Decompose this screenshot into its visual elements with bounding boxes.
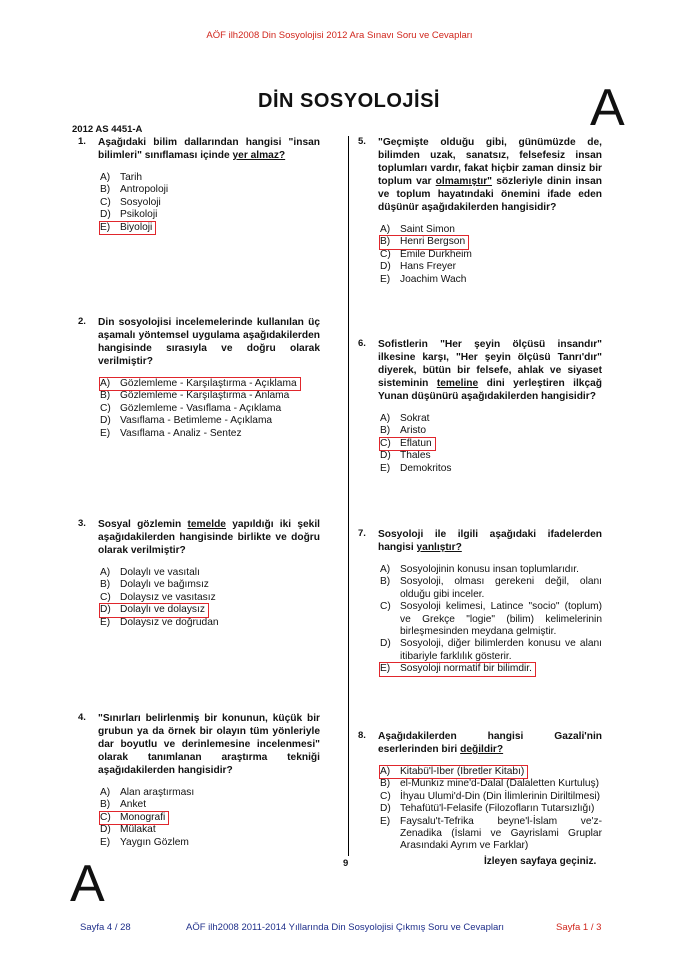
option-text: Sosyoloji kelimesi, Latince "socio" (toplum) ve Grekçe "logie" (bilim) kelimelerinin birleşmesinden meydana gelmiştir. [400,601,602,638]
exam-code: 2012 AS 4451-A [72,124,143,135]
option-letter: C) [380,437,391,449]
option-letter: D) [380,803,391,815]
answer-option-c [100,812,168,824]
question-text [378,730,602,756]
top-header: AÖF ilh2008 Din Sosyolojisi 2012 Ara Sınavı Soru ve Cevapları [206,30,473,41]
option-text: Kitabü'l-İber (İbretler Kitabı) [400,766,525,777]
option-text: Anket [120,799,147,811]
question-emphasis: yer almaz? [232,150,286,161]
option-list [380,564,602,676]
booklet-letter-bottom: A [70,855,105,913]
option-text: Sosyoloji, olması gerekeni değil, olanı olduğu gibi inceler. [400,576,602,600]
option-letter: E) [380,663,391,675]
question-text [98,712,320,777]
option-text: Psikoloji [120,209,158,221]
option-letter: D) [100,824,111,836]
option-d [100,415,320,427]
option-b [100,579,320,591]
question-text [98,316,320,368]
option-text: Saint Simon [400,224,455,235]
option-letter: C) [100,811,111,823]
option-letter: A) [380,413,391,424]
answer-option-e [100,222,155,234]
option-letter: C) [100,591,111,603]
option-text: Sosyolojinin konusu insan toplumlarıdır. [400,564,579,575]
option-letter: E) [100,616,111,628]
question-1 [78,136,320,234]
option-letter: E) [100,836,111,848]
question-emphasis: yanlıştır? [416,542,462,553]
option-text: Henri Bergson [400,236,466,248]
option-letter: A) [100,172,111,183]
option-list [100,172,320,234]
option-d [380,261,602,273]
option-c [100,403,320,415]
question-emphasis: olmamıştır" [435,176,493,187]
option-list [380,766,602,853]
option-letter: A) [100,787,111,798]
question-emphasis: değildir? [460,744,504,755]
option-text: Dolaylı ve bağımsız [120,579,209,591]
booklet-letter-top: A [590,79,625,137]
option-text: Gözlemleme - Karşılaştırma - Açıklama [120,378,297,389]
option-text: Alan araştırması [120,787,195,798]
option-letter: C) [100,196,111,208]
option-list [100,787,320,849]
question-text-part: Aşağıdaki bilim dallarından hangisi "insan bilimleri" sınıflaması içinde [98,137,320,161]
option-c [380,249,602,261]
option-text: Joachim Wach [400,273,467,285]
option-c [380,791,602,803]
option-list [380,413,602,475]
option-text: Sosyoloji, diğer bilimlerden konusu ve alanı itibariyle farklılık gösterir. [400,638,602,662]
question-text-part: dini yerleştiren ilkçağ Yunan düşünürü aşağıdakilerden hangisidir? [378,378,603,402]
option-c [380,601,602,638]
question-text-part: Aşağıdakilerden hangisi Gazali'nin eserlerinden biri [378,731,602,755]
option-letter: D) [100,604,111,616]
option-a [380,564,602,576]
question-4 [78,712,320,849]
option-text: Monografi [120,811,166,823]
option-text: Antropoloji [120,184,169,196]
option-text: Emile Durkheim [400,248,472,260]
option-letter: B) [380,236,391,248]
question-5 [358,136,602,286]
option-letter: D) [100,209,111,221]
option-text: Dolaylı ve dolaysız [120,604,205,616]
option-letter: B) [380,778,391,790]
option-b [380,778,602,790]
option-letter: C) [100,402,111,414]
option-d [380,450,602,462]
option-letter: D) [380,450,391,462]
option-d [380,638,602,663]
option-c [100,197,320,209]
option-text: Dolaylı ve vasıtalı [120,567,200,578]
option-letter: D) [380,638,391,650]
answer-option-c [380,438,435,450]
option-text: Dolaysız ve doğrudan [120,616,219,628]
option-text: Hans Freyer [400,261,457,273]
option-e [100,428,320,440]
footer-left: Sayfa 4 / 28 [80,922,131,933]
option-b [380,576,602,601]
option-letter: B) [100,390,111,402]
option-letter: A) [380,564,391,575]
option-b [380,425,602,437]
question-text-part: Sosyoloji ile ilgili aşağıdaki ifadelerden hangisi [378,529,602,553]
option-letter: A) [380,766,391,777]
option-a [380,413,602,425]
option-letter: E) [380,462,391,474]
question-number: 2. [78,316,86,327]
option-text: Vasıflama - Analiz - Sentez [120,427,242,439]
question-text [98,518,320,557]
question-text-part: "Geçmişte olduğu gibi, günümüzde de, bilimden uzak, sanatsız, felsefesiz insan toplumları vardır, fakat hiçbir zaman dinsiz bir toplum var [378,137,602,187]
option-text: Aristo [400,425,427,437]
option-letter: B) [380,425,391,437]
question-3 [78,518,320,629]
question-number: 1. [78,136,86,147]
option-text: İhyau Ulumi'd-Din (Din İlimlerinin Diriltilmesi) [400,790,601,802]
option-text: Sosyoloji [120,196,161,208]
option-letter: D) [100,415,111,427]
question-number: 4. [78,712,86,723]
option-e [100,617,320,629]
question-number: 8. [358,730,366,741]
answer-option-a [100,378,300,390]
option-letter: E) [100,221,111,233]
exam-title: DİN SOSYOLOJİSİ [258,90,440,112]
option-letter: E) [100,427,111,439]
option-letter: A) [100,567,111,578]
question-text-part: yapıldığı iki şekil aşağıdakilerden hangisinde birlikte ve doğru olarak verilmiştir? [98,519,320,556]
footer-center: AÖF ilh2008 2011-2014 Yıllarında Din Sosyolojisi Çıkmış Soru ve Cevapları [186,922,505,933]
question-text [378,338,602,403]
option-text: Gözlemleme - Karşılaştırma - Anlama [120,390,290,402]
option-text: Eflatun [400,437,432,449]
option-text: Biyoloji [120,221,153,233]
option-text: Tehafütü'l-Felasife (Filozofların Tutarsızlığı) [400,803,595,815]
option-list [100,378,320,440]
option-d [380,803,602,815]
option-e [380,274,602,286]
question-text-part: Din sosyolojisi incelemelerinde kullanılan üç aşamalı yöntemsel uygulama aşağıdakilerden hangisinde sırasıyla ve doğru olarak verilmiştir? [98,317,320,367]
option-letter: B) [100,799,111,811]
question-text-part: Sofistlerin "Her şeyin ölçüsü insandır" ilkesine karşı, "Her şeyin ölçüsü Tanrı'dır" diyerek, bütün bir felsefe, ahlak ve siyaset sisteminin [378,339,602,389]
question-number: 3. [78,518,86,529]
option-text: el-Munkız mine'd-Dalal (Dalaletten Kurtuluş) [400,778,599,790]
option-b [100,390,320,402]
option-text: Faysalu't-Tefrika beyne'l-İslam ve'z-Zenadika (İslami ve Gayrislami Gruplar Arasındaki Ayrım ve Farklar) [400,815,602,852]
option-b [100,799,320,811]
question-text [378,528,602,554]
option-c [100,592,320,604]
next-page-note: İzleyen sayfaya geçiniz. [484,856,597,867]
answer-option-a [380,766,527,778]
option-letter: B) [100,184,111,196]
option-letter: B) [380,576,391,588]
column-divider [348,136,349,856]
answer-option-e [380,663,535,675]
page-number: 9 [343,858,349,869]
option-letter: A) [380,224,391,235]
question-text [378,136,602,214]
question-text [98,136,320,162]
option-text: Vasıflama - Betimleme - Açıklama [120,415,273,427]
option-letter: C) [380,248,391,260]
question-7 [358,528,602,676]
option-e [380,816,602,853]
option-d [100,209,320,221]
question-number: 6. [358,338,366,349]
option-text: Demokritos [400,462,452,474]
option-text: Yaygın Gözlem [120,836,189,848]
question-text-part: "Sınırları belirlenmiş bir konunun, küçük bir grubun ya da örnek bir olayın tüm yönleriyle dar boyutlu ve derinlemesine incelenmesi" olarak tanımlanan araştırma tekniği aşağıdakilerden hangisidir? [98,713,320,776]
option-text: Dolaysız ve vasıtasız [120,591,216,603]
option-a [100,172,320,184]
option-a [100,787,320,799]
option-letter: A) [100,378,111,389]
option-text: Tarih [120,172,143,183]
option-text: Sosyoloji normatif bir bilimdir. [400,663,532,675]
question-number: 5. [358,136,366,147]
option-a [100,567,320,579]
option-letter: C) [380,790,391,802]
question-emphasis: temelde [187,519,226,530]
option-list [380,224,602,286]
option-e [100,837,320,849]
option-e [380,463,602,475]
option-d [100,824,320,836]
question-text-part: Sosyal gözlemin [98,519,188,530]
option-text: Mülakat [120,824,156,836]
option-letter: E) [380,815,391,827]
question-emphasis: temeline [436,378,479,389]
option-letter: C) [380,601,391,613]
answer-option-d [100,604,208,616]
option-letter: E) [380,273,391,285]
question-8 [358,730,602,853]
option-text: Thales [400,450,431,462]
answer-option-b [380,236,468,248]
footer-right: Sayfa 1 / 3 [556,922,602,933]
question-6 [358,338,602,475]
option-list [100,567,320,629]
option-a [380,224,602,236]
option-b [100,184,320,196]
option-text: Gözlemleme - Vasıflama - Açıklama [120,402,282,414]
question-text-part: sözleriyle dinin insan ve toplum hayatındaki önemini ifade eden düşünür aşağıdakilerden hangisidir? [378,176,602,213]
option-text: Sokrat [400,413,430,424]
option-letter: B) [100,579,111,591]
option-letter: D) [380,261,391,273]
question-number: 7. [358,528,366,539]
question-2 [78,316,320,440]
